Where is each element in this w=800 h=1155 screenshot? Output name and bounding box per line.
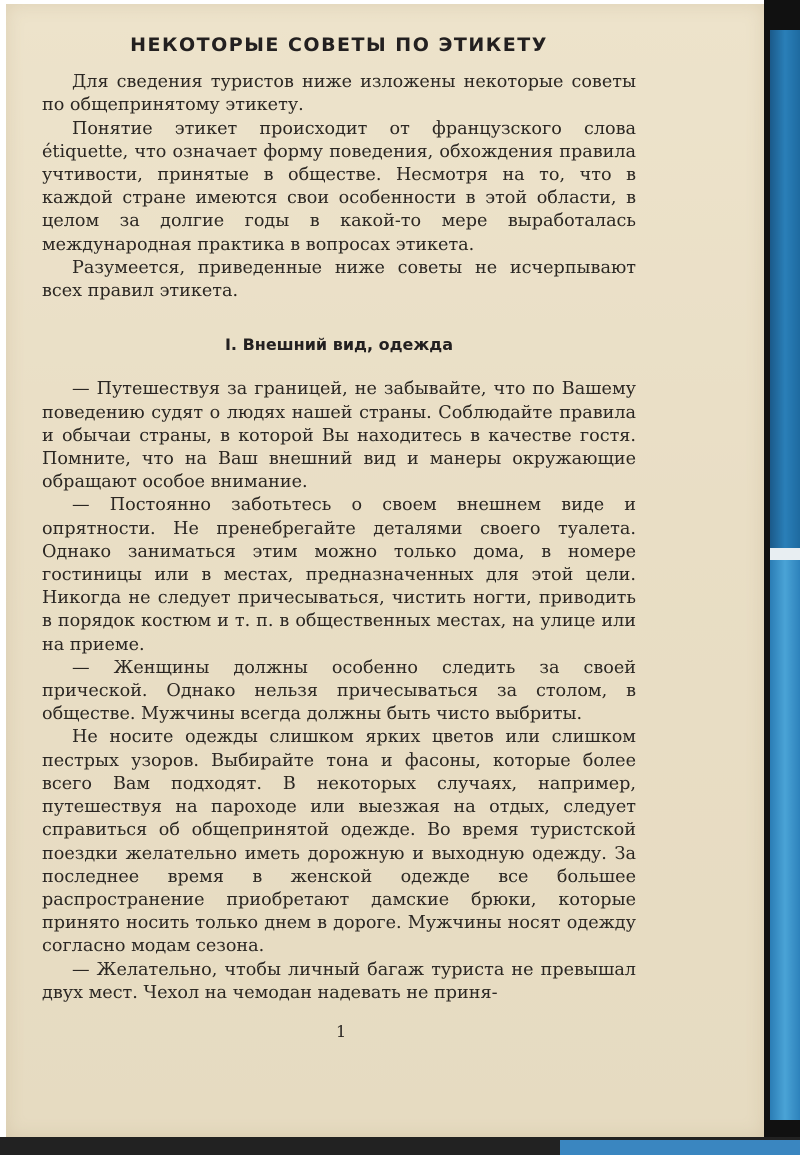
- blue-cover-edge-bottom: [770, 560, 800, 1120]
- section-paragraph-5: — Желательно, чтобы личный багаж туриста не превышал двух мест. Чехол на чемодан надевать не приня-: [42, 959, 636, 1003]
- blue-cover-edge-top: [770, 30, 800, 550]
- intro-paragraph-2: Понятие этикет происходит от французского слова étiquette, что означает форму поведения, обхождения правила учтивости, принятые в обществе. Несмотря на то, что в каждой стране имеются свои особенности в этой области, в целом за долгие годы в какой-то мере выработалась международная практика в вопросах этикета.: [42, 118, 636, 255]
- section-paragraph-1: — Путешествуя за границей, не забывайте, что по Вашему поведению судят о людях нашей страны. Соблюдайте правила и обычаи страны, в которой Вы находитесь в качестве гостя. Помните, что на Ваш внешний вид и манеры окружающие обращают особое внимание.: [42, 379, 636, 493]
- bottom-cover-edge: [560, 1140, 800, 1155]
- page-text: [42, 28, 636, 1005]
- section-paragraph-4: Не носите одежды слишком ярких цветов или слишком пестрых узоров. Выбирайте тона и фасоны, которые более всего Вам подходят. В некоторых случаях, например, путешествуя на пароходе или выезжая на отдых, следует справиться об общепринятой одежде. Во время туристской поездки желательно иметь дорожную и выходную одежду. За последнее время в женской одежде все большее распространение приобретают дамские брюки, которые принято носить только днем в дороге. Мужчины носят одежду согласно модам сезона.: [42, 727, 636, 957]
- page-title: НЕКОТОРЫЕ СОВЕТЫ ПО ЭТИКЕТУ: [130, 34, 548, 56]
- intro-paragraph-3: Разумеется, приведенные ниже советы не исчерпывают всех правил этикета.: [42, 257, 636, 302]
- section-paragraph-3: — Женщины должны особенно следить за своей прической. Однако нельзя причесываться за столом, в обществе. Мужчины всегда должны быть чисто выбриты.: [42, 657, 636, 725]
- section-paragraph-2: — Постоянно заботьтесь о своем внешнем виде и опрятности. Не пренебрегайте деталями своего туалета. Однако заниматься этим можно только дома, в номере гостиницы или в местах, предназначенных для этой цели. Никогда не следует причесываться, чистить ногти, приводить в порядок костюм и т. п. в общественных местах, на улице или на приеме.: [42, 495, 636, 655]
- page-number: 1: [336, 1022, 347, 1041]
- intro-paragraph-1: Для сведения туристов ниже изложены некоторые советы по общепринятому этикету.: [42, 72, 636, 116]
- section-heading: I. Внешний вид, одежда: [224, 335, 454, 355]
